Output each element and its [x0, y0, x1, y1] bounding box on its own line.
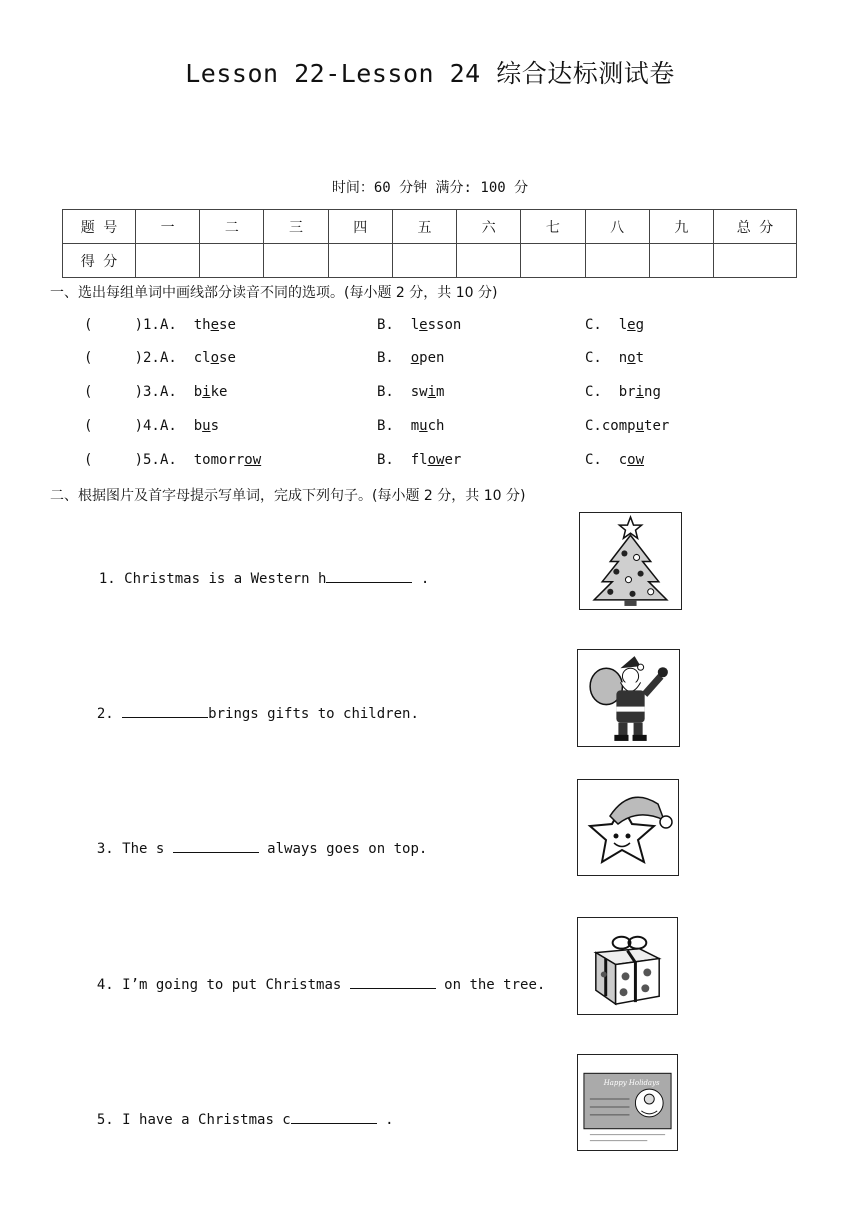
sentence-3: 3. The s always goes on top.	[96, 841, 428, 857]
page-title: Lesson 22-Lesson 24 综合达标测试卷	[185, 59, 675, 88]
score-cell[interactable]	[264, 244, 328, 278]
section2-title: 二、根据图片及首字母提示写单词，完成下列句子。(每小题 2 分，共 10 分)	[50, 488, 526, 504]
score-cell[interactable]	[649, 244, 713, 278]
answer-blank[interactable]	[173, 839, 259, 853]
col-3: 三	[264, 210, 328, 244]
sentence-4: 4. I’m going to put Christmas on the tree.	[96, 977, 546, 993]
answer-blank[interactable]	[350, 975, 436, 989]
sentence-2: 2. brings gifts to children.	[96, 706, 419, 722]
answer-blank[interactable]	[122, 704, 208, 718]
christmas-tree-icon	[579, 512, 682, 610]
score-cell[interactable]	[521, 244, 585, 278]
answer-paren[interactable]: ( )3.	[84, 384, 160, 400]
col-1: 一	[136, 210, 200, 244]
answer-paren[interactable]: ( )1.	[84, 317, 160, 333]
answer-paren[interactable]: ( )4.	[84, 418, 160, 434]
option-b: B. lesson	[377, 317, 462, 333]
col-total: 总 分	[714, 210, 797, 244]
option-c: C. not	[585, 350, 645, 366]
christmas-card-icon	[577, 1054, 678, 1151]
answer-blank[interactable]	[326, 569, 412, 583]
option-a: A. tomorrow	[160, 452, 262, 468]
score-cell[interactable]	[392, 244, 456, 278]
answer-paren[interactable]: ( )2.	[84, 350, 160, 366]
score-cell[interactable]	[585, 244, 649, 278]
card-text: Happy Holidays	[603, 1079, 660, 1088]
option-a: A. bus	[160, 418, 220, 434]
option-b: B. swim	[377, 384, 445, 400]
option-b: B. much	[377, 418, 445, 434]
santa-claus-icon	[577, 649, 680, 747]
score-label: 得 分	[63, 244, 136, 278]
col-2: 二	[200, 210, 264, 244]
sentence-5: 5. I have a Christmas c .	[96, 1112, 394, 1128]
col-8: 八	[585, 210, 649, 244]
score-table-score-row	[63, 244, 797, 278]
score-table-header-row	[63, 210, 797, 244]
col-7: 七	[521, 210, 585, 244]
score-cell[interactable]	[457, 244, 521, 278]
option-a: A. bike	[160, 384, 228, 400]
col-4: 四	[328, 210, 392, 244]
col-5: 五	[392, 210, 456, 244]
score-cell[interactable]	[200, 244, 264, 278]
score-table	[62, 209, 797, 278]
time-score-info: 时间：60 分钟 满分: 100 分	[331, 180, 529, 196]
star-with-hat-icon	[577, 779, 679, 876]
option-b: B. flower	[377, 452, 462, 468]
col-6: 六	[457, 210, 521, 244]
header-label: 题 号	[63, 210, 136, 244]
score-cell[interactable]	[328, 244, 392, 278]
option-c: C. cow	[585, 452, 645, 468]
answer-blank[interactable]	[291, 1110, 377, 1124]
answer-paren[interactable]: ( )5.	[84, 452, 160, 468]
option-a: A. these	[160, 317, 236, 333]
section1-title: 一、选出每组单词中画线部分读音不同的选项。(每小题 2 分，共 10 分)	[50, 285, 498, 301]
option-a: A. close	[160, 350, 236, 366]
sentence-1: 1. Christmas is a Western h .	[98, 571, 430, 587]
col-9: 九	[649, 210, 713, 244]
gift-box-icon	[577, 917, 678, 1015]
score-cell[interactable]	[714, 244, 797, 278]
option-c: C. leg	[585, 317, 645, 333]
score-cell[interactable]	[136, 244, 200, 278]
option-c: C. bring	[585, 384, 661, 400]
option-c: C.computer	[585, 418, 670, 434]
option-b: B. open	[377, 350, 445, 366]
